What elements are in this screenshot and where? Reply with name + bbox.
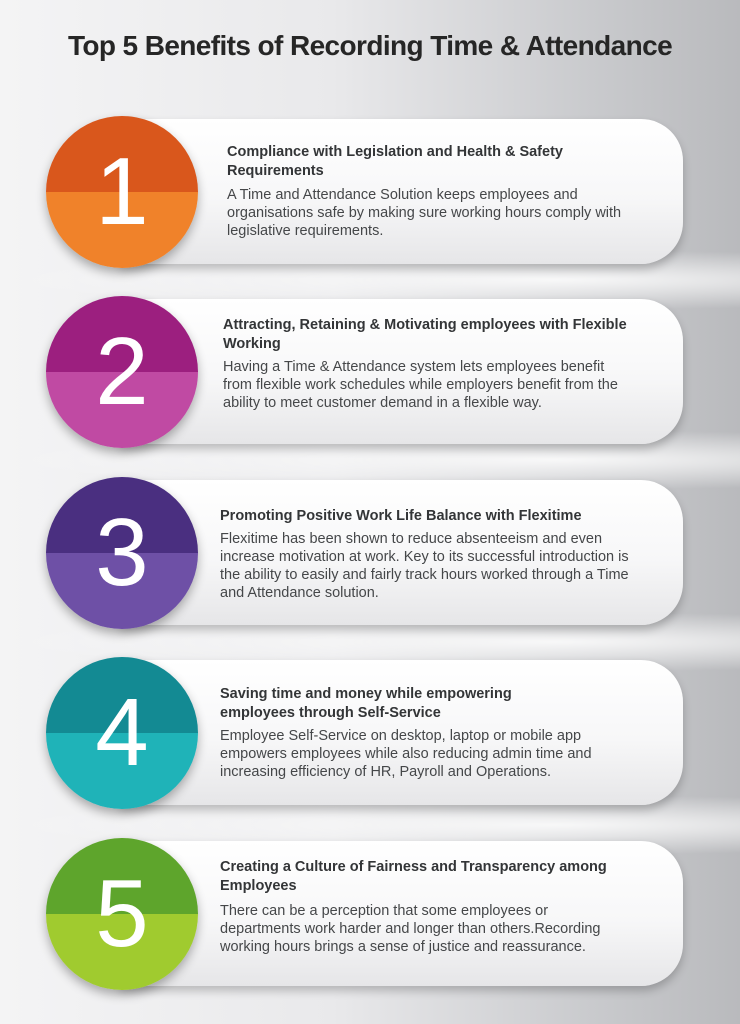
benefit-heading: Creating a Culture of Fairness and Transparency among Employees xyxy=(220,859,607,894)
page-title: Top 5 Benefits of Recording Time & Attendance xyxy=(67,30,673,61)
benefit-number: 3 xyxy=(95,499,149,606)
number-disc xyxy=(46,477,198,629)
benefit-item-1 xyxy=(0,116,740,276)
benefit-description: Employee Self-Service on desktop, laptop or mobile app empowers employees while also reducing admin time and increasing efficiency of HR, Payroll and Operations. xyxy=(220,728,592,780)
benefit-description: Having a Time & Attendance system lets employees benefit from flexible work schedules while employers benefit from the ability to meet customer demand in a flexible way. xyxy=(223,359,618,411)
benefit-number: 2 xyxy=(95,318,149,425)
number-disc xyxy=(46,296,198,448)
benefit-item-4 xyxy=(0,657,740,817)
number-disc xyxy=(46,657,198,809)
benefit-item-3 xyxy=(0,477,740,637)
number-disc xyxy=(46,838,198,990)
benefit-description: A Time and Attendance Solution keeps employees and organisations safe by making sure working hours comply with legislative requirements. xyxy=(227,187,622,239)
benefit-item-2 xyxy=(0,296,740,456)
benefit-heading: Attracting, Retaining & Motivating employees with Flexible Working xyxy=(223,317,627,352)
benefit-number: 1 xyxy=(95,138,149,245)
benefit-description: There can be a perception that some employees or departments work harder and longer than others.Recording working hours brings a sense of justice and reassurance. xyxy=(220,903,601,955)
benefit-heading: Saving time and money while empowering employees through Self-Service xyxy=(220,686,512,721)
benefit-item-5 xyxy=(0,838,740,998)
benefit-heading: Compliance with Legislation and Health & Safety Requirements xyxy=(227,144,563,179)
benefit-heading: Promoting Positive Work Life Balance with Flexitime xyxy=(220,508,582,524)
benefit-description: Flexitime has been shown to reduce absenteeism and even increase motivation at work. Key to its successful introduction is the ability to easily and fairly track hours worked through a Time and Attendance solution. xyxy=(220,531,629,601)
number-disc xyxy=(46,116,198,268)
benefit-number: 4 xyxy=(95,679,149,786)
benefit-number: 5 xyxy=(95,860,149,967)
